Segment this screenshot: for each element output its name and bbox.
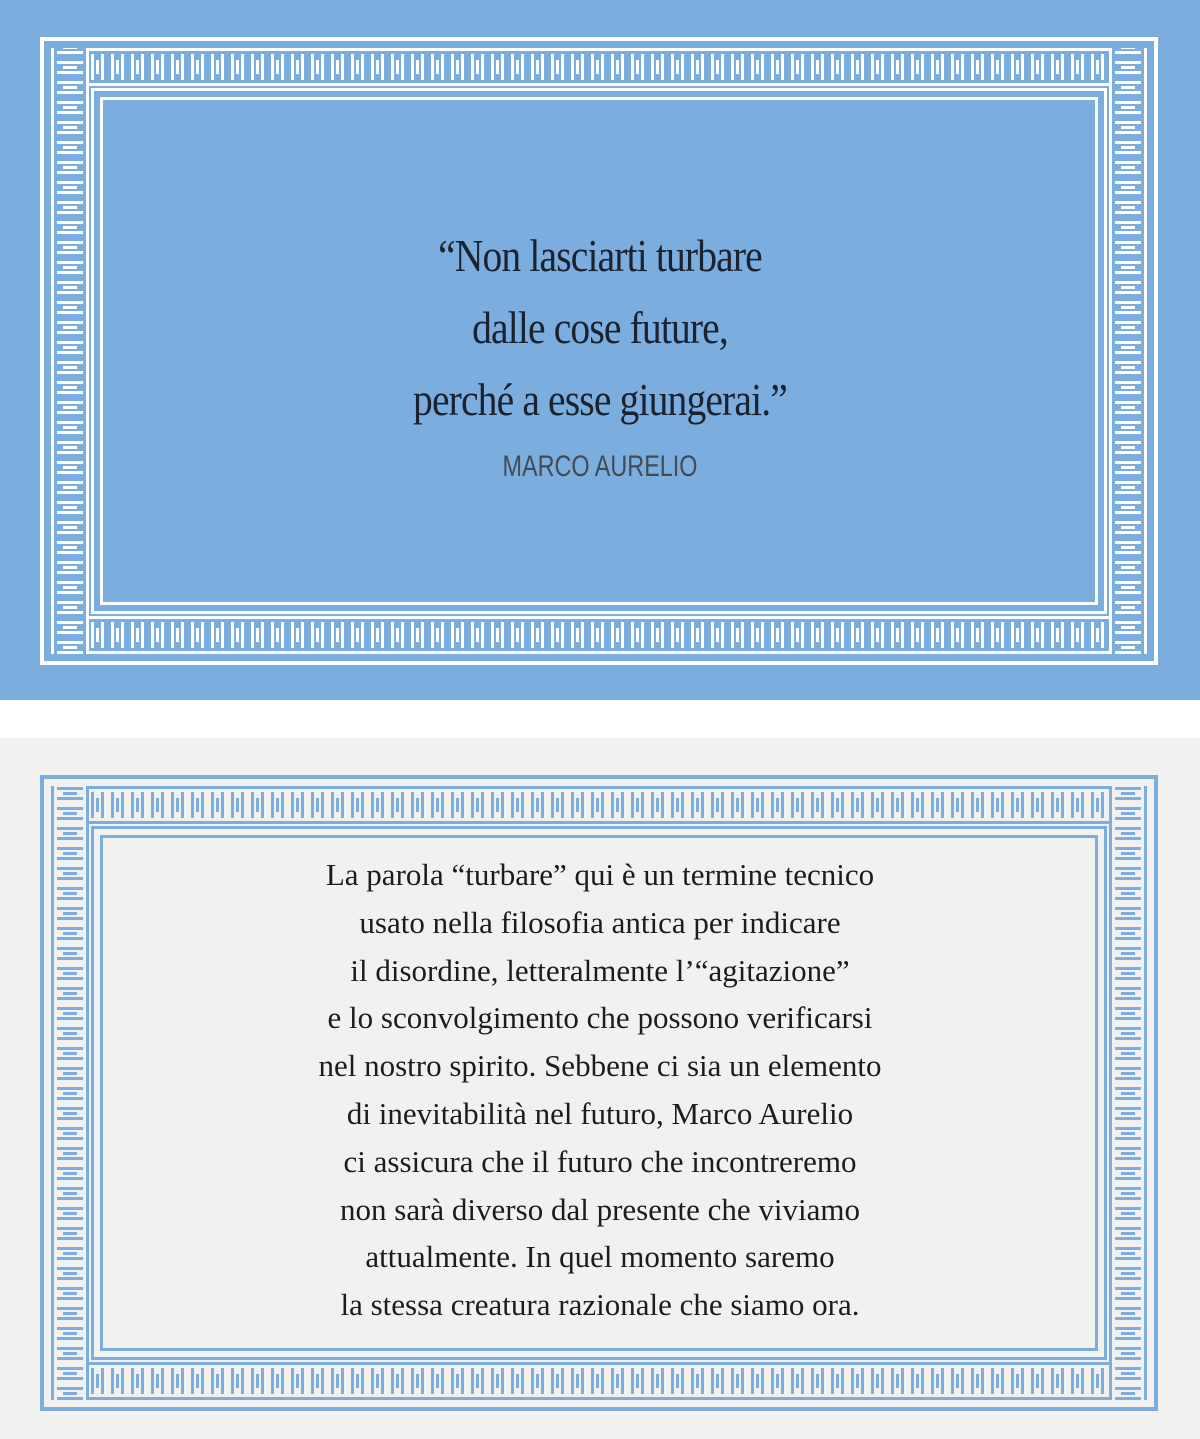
commentary-text [120,851,1080,1329]
commentary-card-back [0,738,1200,1439]
commentary-line: il disordine, letteralmente l’“agitazione” [350,952,850,988]
commentary-line: usato nella filosofia antica per indicare [359,904,841,940]
quote-line: perché a esse giungerai.” [413,374,787,425]
quote-line: “Non lasciarti turbare [438,230,762,281]
commentary-line: attualmente. In quel momento saremo [365,1239,835,1275]
quote-line: dalle cose future, [472,302,728,353]
quote [120,220,1080,490]
quote-author: MARCO AURELIO [502,450,698,483]
greek-key-band-left [51,786,89,1400]
commentary-line: di inevitabilità nel futuro, Marco Aurelio [346,1095,854,1131]
greek-key-band-bottom [51,1362,1147,1400]
commentary-line: ci assicura che il futuro che incontreremo [343,1143,857,1179]
commentary-line: non sarà diverso dal presente che viviamo [340,1191,860,1227]
greek-key-band-left [51,48,89,654]
greek-key-band-bottom [51,616,1147,654]
greek-key-band-right [1109,48,1147,654]
greek-key-band-top [51,48,1147,86]
commentary-line: e lo sconvolgimento che possono verificarsi [327,1000,873,1036]
quote-card-front [0,0,1200,700]
greek-key-band-top [51,786,1147,824]
commentary-line: la stessa creatura razionale che siamo ora. [340,1287,860,1323]
commentary-line: La parola “turbare” qui è un termine tecnico [325,857,875,892]
greek-key-band-right [1109,786,1147,1400]
commentary-line: nel nostro spirito. Sebbene ci sia un elemento [318,1048,882,1084]
